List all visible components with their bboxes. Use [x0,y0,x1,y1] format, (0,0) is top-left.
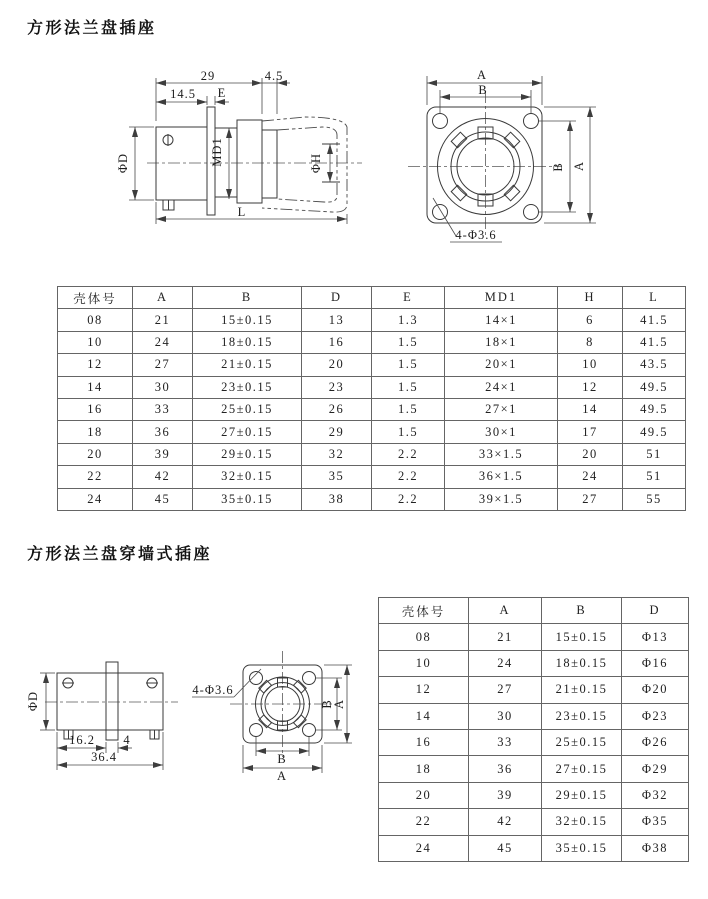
table-cell: 1.5 [372,398,445,420]
table-cell: 51 [623,466,686,488]
table-cell: Φ35 [622,809,689,835]
dim-label: B [320,699,334,709]
drawing-socket-side-view [116,69,362,224]
table-cell: 43.5 [623,354,686,376]
table-cell: 18±0.15 [542,650,622,676]
table-cell: Φ20 [622,677,689,703]
dim-label: B [478,83,488,97]
table-cell: 10 [58,331,133,353]
dim-label: 29 [200,69,216,83]
dim-label: 16.2 [69,733,95,747]
table-cell: 20 [302,354,372,376]
table-cell: 08 [58,309,133,331]
dim-label: ΦD [116,152,130,174]
table-cell: 35±0.15 [542,835,622,861]
table-cell: 36 [133,421,193,443]
table-row [379,756,689,782]
table-cell: 27 [469,677,542,703]
table-cell: 49.5 [623,398,686,420]
column-header: H [558,287,623,309]
table-cell: Φ29 [622,756,689,782]
table-cell: 13 [302,309,372,331]
dim-label: A [276,769,288,783]
table-cell: 29 [302,421,372,443]
table-cell: 16 [58,398,133,420]
table-cell: 27×1 [445,398,558,420]
table-cell: 12 [558,376,623,398]
table-cell: 21±0.15 [193,354,302,376]
table-cell: Φ23 [622,703,689,729]
table-row [58,354,686,376]
table-cell: 18×1 [445,331,558,353]
table-cell: 32 [302,443,372,465]
table-cell: 6 [558,309,623,331]
table-cell: 49.5 [623,421,686,443]
table-cell: 35 [302,466,372,488]
table-cell: 33 [469,729,542,755]
table-header-row [379,598,689,624]
drawing-socket-front-view [408,68,596,242]
table-cell: 20 [58,443,133,465]
dim-label: MD1 [210,137,224,167]
table-cell: 24 [469,650,542,676]
dim-label: L [237,205,247,219]
table-cell: 36×1.5 [445,466,558,488]
table-cell: 24 [133,331,193,353]
table-cell: 1.5 [372,421,445,443]
table-cell: 21 [133,309,193,331]
table-cell: 23±0.15 [542,703,622,729]
table-row [379,729,689,755]
column-header: D [302,287,372,309]
table-cell: 24 [58,488,133,510]
table-cell: Φ38 [622,835,689,861]
table-cell: 23±0.15 [193,376,302,398]
table-cell: Φ16 [622,650,689,676]
table-cell: 18±0.15 [193,331,302,353]
table-cell: 21 [469,624,542,650]
table-row [379,624,689,650]
table-cell: 10 [379,650,469,676]
table-cell: 2.2 [372,488,445,510]
table-cell: Φ26 [622,729,689,755]
table-row [58,376,686,398]
table-cell: 39×1.5 [445,488,558,510]
dim-label: 4.5 [264,69,284,83]
table-cell: 1.5 [372,376,445,398]
table-cell: 12 [58,354,133,376]
dim-label: A [572,160,586,172]
column-header: B [193,287,302,309]
table-cell: 1.3 [372,309,445,331]
table-cell: 15±0.15 [193,309,302,331]
table-cell: 42 [469,809,542,835]
table-cell: 16 [302,331,372,353]
section2-title: 方形法兰盘穿墙式插座 [27,546,213,563]
table-row [58,421,686,443]
table-cell: 15±0.15 [542,624,622,650]
table-cell: 39 [133,443,193,465]
table-row [58,398,686,420]
table-cell: 27 [133,354,193,376]
table-cell: 25±0.15 [193,398,302,420]
table-cell: 27±0.15 [193,421,302,443]
table-cell: 17 [558,421,623,443]
table-row [58,466,686,488]
column-header: A [469,598,542,624]
table-row [58,488,686,510]
table-row [379,703,689,729]
table-cell: 24 [558,466,623,488]
table-cell: 16 [379,729,469,755]
table-cell: 25±0.15 [542,729,622,755]
table-cell: 1.5 [372,354,445,376]
table-row [58,331,686,353]
table-cell: 30×1 [445,421,558,443]
table-cell: 42 [133,466,193,488]
table-cell: 22 [379,809,469,835]
table-row [379,782,689,808]
table-cell: 27 [558,488,623,510]
table-cell: 30 [133,376,193,398]
table-cell: 33×1.5 [445,443,558,465]
table-row [379,809,689,835]
section1-title: 方形法兰盘插座 [27,20,157,37]
column-header: MD1 [445,287,558,309]
hole-callout-label: 4-Φ3.6 [192,683,234,697]
table-cell: Φ13 [622,624,689,650]
table-row [379,650,689,676]
column-header: 壳体号 [379,598,469,624]
table-cell: Φ32 [622,782,689,808]
table-cell: 51 [623,443,686,465]
table-cell: 8 [558,331,623,353]
dim-label: 36.4 [91,750,117,764]
table-cell: 24×1 [445,376,558,398]
column-header: D [622,598,689,624]
column-header: L [623,287,686,309]
column-header: E [372,287,445,309]
drawing-feedthrough-front-view [192,651,352,783]
feedthrough-dimensions-table [378,597,689,862]
dim-label: A [332,698,346,710]
socket-dimensions-table [57,286,686,511]
table-cell: 33 [133,398,193,420]
table-row [379,835,689,861]
table-cell: 2.2 [372,466,445,488]
table-cell: 10 [558,354,623,376]
column-header: B [542,598,622,624]
table-cell: 08 [379,624,469,650]
table-cell: 20×1 [445,354,558,376]
drawing-feedthrough-side-view [26,662,178,770]
table-cell: 21±0.15 [542,677,622,703]
column-header: 壳体号 [58,287,133,309]
table-cell: 18 [58,421,133,443]
table-cell: 20 [379,782,469,808]
table-cell: 41.5 [623,309,686,331]
table-cell: 39 [469,782,542,808]
table-cell: 32±0.15 [193,466,302,488]
dim-label: ΦD [26,690,40,712]
dim-label: 14.5 [170,87,196,101]
table-cell: 32±0.15 [542,809,622,835]
hole-callout-label: 4-Φ3.6 [455,228,497,242]
socket-dimensions-table-wrapper [57,286,686,511]
column-header: A [133,287,193,309]
dim-label: ΦH [309,152,323,174]
table-cell: 1.5 [372,331,445,353]
table-cell: 45 [469,835,542,861]
table-row [379,677,689,703]
table-cell: 49.5 [623,376,686,398]
table-cell: 30 [469,703,542,729]
table-cell: 24 [379,835,469,861]
table-cell: 18 [379,756,469,782]
feedthrough-dimensions-table-wrapper [378,597,689,862]
table-cell: 55 [623,488,686,510]
table-cell: 20 [558,443,623,465]
table-header-row [58,287,686,309]
table-row [58,309,686,331]
table-cell: 14 [558,398,623,420]
dim-label: 4 [123,733,131,747]
dim-label: A [476,68,488,82]
table-cell: 26 [302,398,372,420]
table-cell: 22 [58,466,133,488]
table-cell: 35±0.15 [193,488,302,510]
table-cell: 45 [133,488,193,510]
table-cell: 23 [302,376,372,398]
dim-label: E [217,86,227,100]
table-cell: 2.2 [372,443,445,465]
dim-label: B [551,162,565,172]
table-cell: 29±0.15 [542,782,622,808]
table-row [58,443,686,465]
table-cell: 14 [379,703,469,729]
dim-label: B [277,752,287,766]
table-cell: 36 [469,756,542,782]
table-cell: 27±0.15 [542,756,622,782]
table-cell: 38 [302,488,372,510]
table-cell: 14×1 [445,309,558,331]
table-cell: 14 [58,376,133,398]
table-cell: 29±0.15 [193,443,302,465]
table-cell: 41.5 [623,331,686,353]
table-cell: 12 [379,677,469,703]
